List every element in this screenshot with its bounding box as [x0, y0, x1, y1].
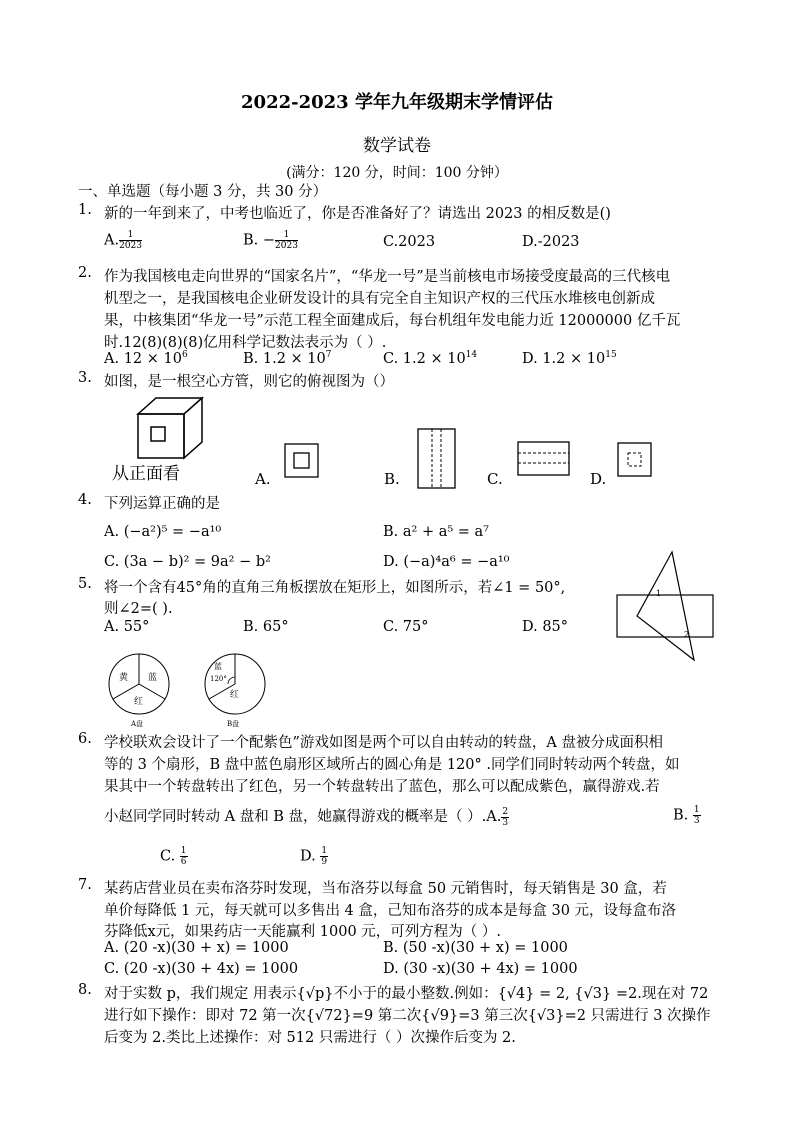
q3-text: 如图，是一根空心方管，则它的俯视图为（） — [104, 374, 394, 390]
q1-option-b-prefix: B. − — [243, 232, 276, 249]
q1-option-b — [243, 230, 298, 251]
q6-number: 6. — [78, 731, 92, 747]
q2-b-base: B. 1.2 × 10 — [243, 350, 326, 367]
q3-option-b-label: B. — [384, 470, 400, 488]
q8-line: 进行如下操作：即对 72 第一次{√72}=9 第二次{√9}=3 第三次{√3}=2 只需进行 3 次操作 — [104, 1008, 711, 1024]
q6-option-c-prefix: C. — [160, 848, 176, 865]
q5-option-d: D. 85° — [522, 619, 569, 635]
q7-option-c: C. (20 -x)(30 + 4x) = 1000 — [104, 961, 299, 977]
triangle-rectangle-figure — [612, 550, 720, 662]
q1-number: 1. — [78, 202, 92, 218]
q6-option-b-prefix: B. — [673, 807, 689, 824]
q5-option-a: A. 55° — [104, 619, 150, 635]
disk-a-blue-label: 蓝 — [148, 673, 158, 683]
q5-option-b: B. 65° — [243, 619, 289, 635]
q2-number: 2. — [78, 265, 92, 281]
q3-option-b-figure — [417, 428, 457, 490]
q2-option-a — [104, 350, 188, 367]
q2-d-base: D. 1.2 × 10 — [522, 350, 606, 367]
q5-option-c: C. 75° — [383, 619, 429, 635]
q7-line: 某药店营业员在卖布洛芬时发现，当布洛芬以每盒 50 元销售时，每天销售是 30 盒，若 — [104, 881, 667, 897]
q2-line: 机型之一，是我国核电企业研发设计的具有完全自主知识产权的三代压水堆核电创新成 — [104, 291, 655, 307]
q1-text: 新的一年到来了，中考也临近了，你是否准备好了？请选出 2023 的相反数是() — [104, 206, 611, 222]
q6-option-c-fraction — [180, 846, 188, 867]
q8-line: 后变为 2.类比上述操作：对 512 只需进行（ ）次操作后变为 2. — [104, 1030, 516, 1046]
q6-option-b — [673, 805, 701, 826]
q3-caption: 从正面看 — [112, 464, 180, 484]
spinner-disk-a — [104, 651, 174, 729]
q3-option-c-figure — [517, 441, 571, 477]
q3-option-d-figure — [617, 442, 653, 478]
q4-option-c: C. (3a − b)² = 9a² − b² — [104, 554, 271, 570]
disk-a-yellow-label: 黄 — [119, 673, 129, 683]
q2-c-base: C. 1.2 × 10 — [383, 350, 466, 367]
q3-option-d-label: D. — [590, 470, 607, 488]
q4-number: 4. — [78, 492, 92, 508]
disk-a-caption: A盘 — [131, 720, 144, 728]
q2-line: 果，中核集团“华龙一号”示范工程全面建成后，每台机组年发电能力近 12000000 亿千瓦 — [104, 313, 681, 329]
q3-option-c-label: C. — [487, 470, 503, 488]
q5-text-line2: 则∠2=( ). — [104, 601, 173, 617]
q1-option-c: C.2023 — [383, 234, 436, 250]
q1-option-a-prefix: A. — [104, 232, 120, 249]
q6-b-numerator: 1 — [693, 805, 700, 815]
q6-c-numerator: 1 — [180, 846, 187, 856]
q1-option-a — [104, 230, 142, 251]
q6-d-numerator: 1 — [321, 846, 328, 856]
q2-d-exp: 15 — [605, 350, 617, 360]
q3-option-a-label: A. — [255, 470, 271, 488]
q6-option-d-prefix: D. — [300, 848, 316, 865]
q6-option-d — [300, 846, 328, 867]
q2-option-c — [383, 350, 477, 367]
spinner-disk-b — [200, 651, 270, 729]
page-title: 2022-2023 学年九年级期末学情评估 — [241, 92, 553, 113]
q6-option-b-fraction — [693, 805, 701, 826]
q6-line: 果其中一个转盘转出了红色，另一个转盘转出了蓝色，那么可以配成紫色，赢得游戏.若 — [104, 779, 660, 795]
q7-option-b: B. (50 -x)(30 + x) = 1000 — [383, 940, 568, 956]
q4-option-d: D. (−a)⁴a⁶ = −a¹⁰ — [383, 554, 510, 570]
q2-option-d — [522, 350, 617, 367]
q2-a-base: A. 12 × 10 — [104, 350, 182, 367]
disk-b-red-label: 红 — [230, 690, 240, 700]
q6-c-denominator: 6 — [180, 857, 187, 867]
q4-option-b: B. a² + a⁵ = a⁷ — [383, 524, 489, 540]
q6-line: 等的 3 个扇形，B 盘中蓝色扇形区域所占的圆心角是 120° .同学们同时转动两个转盘，如 — [104, 757, 680, 773]
q2-line: 时.12(8)(8)(8)亿用科学记数法表示为（ ）. — [104, 335, 387, 351]
q4-option-a: A. (−a²)⁵ = −a¹⁰ — [104, 524, 222, 540]
q6-d-denominator: 9 — [321, 857, 328, 867]
q6-option-d-fraction — [320, 846, 328, 867]
q1-option-b-fraction — [275, 230, 298, 251]
q7-number: 7. — [78, 877, 92, 893]
q6-a-numerator: 2 — [502, 806, 509, 817]
q7-line: 芬降低x元，如果药店一天能赢利 1000 元，可列方程为（ ）. — [104, 924, 502, 940]
q2-c-exp: 14 — [465, 350, 478, 360]
q1-b-denominator: 2023 — [275, 241, 298, 251]
q7-option-d: D. (30 -x)(30 + 4x) = 1000 — [383, 961, 578, 977]
q2-line: 作为我国核电走向世界的“国家名片”，“华龙一号”是当前核电市场接受度最高的三代核电 — [104, 269, 671, 285]
q6-last-line-text: 小赵同学同时转动 A 盘和 B 盘，她赢得游戏的概率是（ ）.A. — [104, 809, 502, 825]
angle-2-label: 2 — [684, 630, 690, 639]
q2-b-exp: 7 — [325, 350, 332, 360]
q6-a-denominator: 3 — [502, 817, 509, 828]
q6-option-a-fraction — [501, 807, 509, 828]
hollow-tube-figure — [130, 392, 210, 462]
q1-option-d: D.-2023 — [522, 234, 580, 250]
page-subtitle: 数学试卷 — [363, 136, 431, 156]
exam-info: (满分：120 分，时间：100 分钟） — [286, 165, 508, 181]
q6-line: 学校联欢会设计了一个配紫色”游戏如图是两个可以自由转动的转盘，A 盘被分成面积相 — [104, 735, 663, 751]
disk-b-caption: B盘 — [227, 720, 240, 728]
q4-text: 下列运算正确的是 — [104, 496, 220, 512]
q5-text-line1: 将一个含有45°角的直角三角板摆放在矩形上，如图所示，若∠1 = 50°, — [104, 580, 566, 596]
q1-a-denominator: 2023 — [119, 241, 142, 251]
q2-option-b — [243, 350, 332, 367]
disk-a-red-label: 红 — [134, 697, 144, 707]
q8-line: 对于实数 p，我们规定 用表示{√p}不小于的最小整数.例如：{√4} = 2, {√3} =2.现在对 72 — [104, 986, 709, 1002]
q5-number: 5. — [78, 576, 92, 592]
q7-line: 单价每降低 1 元，每天就可以多售出 4 盒，己知布洛芬的成本是每盒 30 元，设每盒布洛 — [104, 903, 677, 919]
disk-b-blue-label: 蓝 — [214, 662, 222, 671]
angle-1-label: 1 — [656, 589, 662, 598]
q6-option-c — [160, 846, 188, 867]
q2-a-exp: 6 — [181, 350, 188, 360]
q1-b-numerator: 1 — [275, 230, 298, 241]
q1-option-a-fraction — [119, 230, 142, 251]
section-heading: 一、单选题（每小题 3 分，共 30 分） — [78, 184, 328, 200]
q1-a-numerator: 1 — [119, 230, 142, 241]
q3-option-a-figure — [284, 443, 320, 479]
q7-option-a: A. (20 -x)(30 + x) = 1000 — [104, 940, 289, 956]
q6-b-denominator: 3 — [693, 816, 700, 826]
q8-number: 8. — [78, 982, 92, 998]
q6-last-line — [104, 805, 509, 828]
q3-number: 3. — [78, 370, 92, 386]
disk-b-angle-label: 120° — [210, 675, 227, 683]
